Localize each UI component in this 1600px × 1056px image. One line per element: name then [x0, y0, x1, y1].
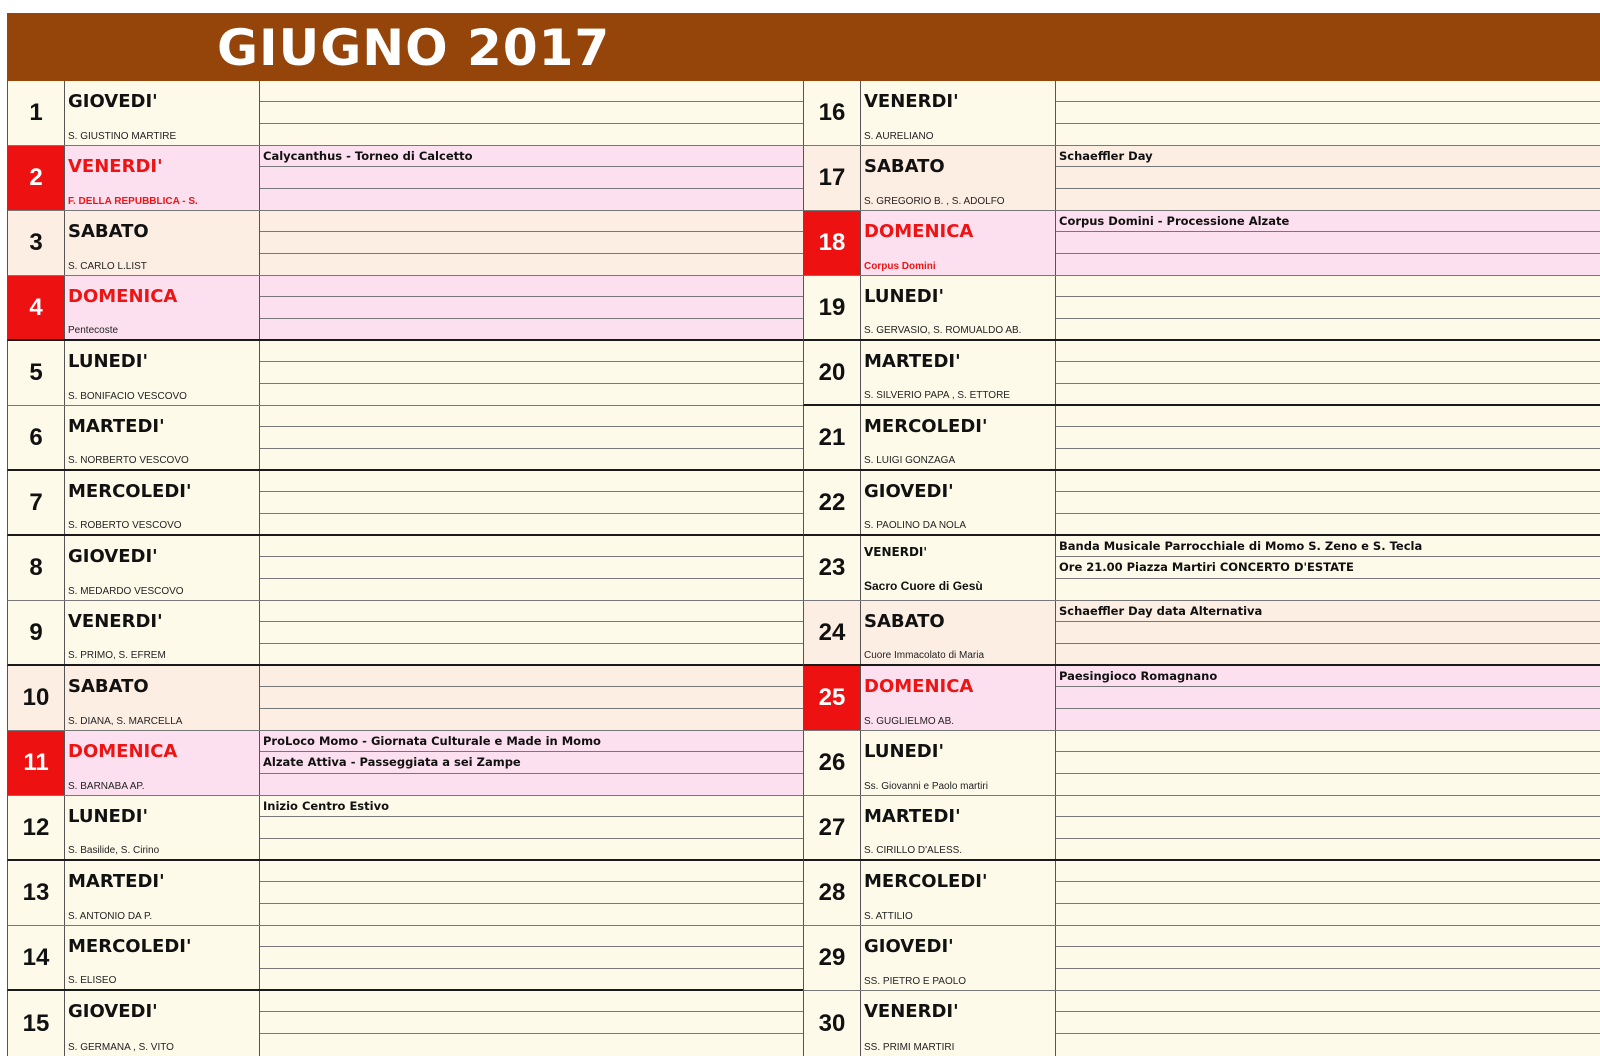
notes-area	[1055, 81, 1600, 145]
day-name: MERCOLEDI'	[864, 871, 988, 892]
notes-area	[259, 796, 803, 859]
day-row	[7, 926, 803, 991]
note-line[interactable]	[1056, 449, 1600, 470]
note-line[interactable]	[260, 1034, 803, 1055]
day-row	[803, 731, 1600, 796]
note-line[interactable]	[260, 341, 803, 362]
note-line[interactable]	[1056, 796, 1600, 817]
day-row	[803, 211, 1600, 276]
notes-area	[1055, 861, 1600, 925]
notes-area	[259, 341, 803, 405]
note-line[interactable]	[260, 969, 803, 990]
note-line[interactable]	[1056, 882, 1600, 903]
day-row	[7, 471, 803, 536]
note-line[interactable]	[1056, 666, 1600, 687]
day-row	[803, 471, 1600, 536]
day-number: 22	[804, 471, 861, 534]
day-name: MERCOLEDI'	[68, 936, 192, 957]
day-name: LUNEDI'	[864, 286, 944, 307]
note-line[interactable]	[260, 536, 803, 557]
note-line[interactable]	[1056, 839, 1600, 860]
note-line[interactable]	[1056, 514, 1600, 535]
saint-name: S. ELISEO	[68, 975, 117, 986]
note-line[interactable]	[260, 384, 803, 405]
note-line[interactable]	[1056, 232, 1600, 253]
notes-area	[259, 276, 803, 339]
notes-area	[259, 146, 803, 210]
day-name: MARTEDI'	[68, 871, 165, 892]
day-name: LUNEDI'	[68, 351, 148, 372]
day-number: 14	[8, 926, 65, 989]
day-name: SABATO	[68, 676, 149, 697]
notes-area	[259, 731, 803, 795]
note-line[interactable]	[1056, 471, 1600, 492]
saint-name: Cuore Immacolato di Maria	[864, 650, 985, 661]
days-column-right	[803, 81, 1600, 1056]
note-line[interactable]	[260, 666, 803, 687]
saint-name: S. GIUSTINO MARTIRE	[68, 131, 177, 142]
day-row	[803, 796, 1600, 861]
saint-name: S. GERMANA , S. VITO	[68, 1042, 174, 1053]
note-line[interactable]	[260, 189, 803, 210]
note-line[interactable]	[260, 362, 803, 383]
days-column-left	[7, 81, 803, 1056]
note-line[interactable]	[260, 514, 803, 535]
day-name: DOMENICA	[68, 741, 178, 762]
saint-name: F. DELLA REPUBBLICA - S.	[68, 196, 198, 207]
note-line[interactable]	[260, 211, 803, 232]
notes-area	[1055, 601, 1600, 664]
day-name: DOMENICA	[864, 221, 974, 242]
day-row	[803, 601, 1600, 666]
note-line[interactable]	[1056, 817, 1600, 838]
day-number: 11	[8, 731, 65, 795]
saint-name: S. ROBERTO VESCOVO	[68, 520, 182, 531]
note-line[interactable]	[1056, 861, 1600, 882]
day-number: 5	[8, 341, 65, 405]
day-number: 7	[8, 471, 65, 534]
day-row	[7, 666, 803, 731]
note-line[interactable]	[260, 297, 803, 318]
note-line[interactable]	[1056, 319, 1600, 340]
saint-name: S. CARLO L.LIST	[68, 261, 147, 272]
note-line[interactable]	[260, 471, 803, 492]
day-row	[803, 146, 1600, 211]
note-line[interactable]	[260, 601, 803, 622]
day-number: 27	[804, 796, 861, 859]
day-name: VENERDI'	[68, 156, 163, 177]
note-text: Calycanthus - Torneo di Calcetto	[263, 149, 473, 163]
saint-name: Sacro Cuore di Gesù	[864, 579, 983, 593]
note-line[interactable]	[1056, 276, 1600, 297]
note-text: Schaeffler Day data Alternativa	[1059, 604, 1263, 618]
day-row	[7, 146, 803, 211]
note-line[interactable]	[1056, 536, 1600, 557]
day-number: 23	[804, 536, 861, 600]
day-name: MERCOLEDI'	[68, 481, 192, 502]
notes-area	[1055, 276, 1600, 339]
note-line[interactable]	[1056, 297, 1600, 318]
note-line[interactable]	[1056, 557, 1600, 578]
saint-name: S. DIANA, S. MARCELLA	[68, 716, 183, 727]
notes-area	[1055, 731, 1600, 795]
day-number: 19	[804, 276, 861, 339]
day-number: 6	[8, 406, 65, 469]
notes-area	[1055, 406, 1600, 469]
day-number: 17	[804, 146, 861, 210]
note-line[interactable]	[1056, 731, 1600, 752]
note-line[interactable]	[260, 254, 803, 275]
day-name: MARTEDI'	[68, 416, 165, 437]
note-line[interactable]	[260, 731, 803, 752]
note-line[interactable]	[1056, 124, 1600, 145]
notes-area	[259, 471, 803, 534]
day-row	[7, 211, 803, 276]
notes-area	[1055, 536, 1600, 600]
day-name: MERCOLEDI'	[864, 416, 988, 437]
day-name: GIOVEDI'	[68, 1001, 158, 1022]
note-line[interactable]	[1056, 774, 1600, 795]
note-line[interactable]	[1056, 146, 1600, 167]
note-line[interactable]	[260, 644, 803, 665]
note-text: Alzate Attiva - Passeggiata a sei Zampe	[263, 755, 521, 770]
day-number: 10	[8, 666, 65, 730]
note-line[interactable]	[260, 947, 803, 968]
saint-name: S. PAOLINO DA NOLA	[864, 520, 967, 531]
day-row	[7, 601, 803, 666]
notes-area	[1055, 666, 1600, 730]
notes-area	[259, 991, 803, 1056]
page-title: GIUGNO 2017	[217, 19, 611, 77]
note-text: Inizio Centro Estivo	[263, 799, 389, 813]
note-text: Banda Musicale Parrocchiale di Momo S. Zeno e S. Tecla	[1059, 539, 1423, 553]
day-row	[803, 536, 1600, 601]
day-number: 2	[8, 146, 65, 210]
day-name: VENERDI'	[864, 545, 928, 559]
day-number: 3	[8, 211, 65, 275]
note-line[interactable]	[1056, 947, 1600, 968]
note-line[interactable]	[260, 926, 803, 947]
note-line[interactable]	[1056, 926, 1600, 947]
day-number: 15	[8, 991, 65, 1056]
saint-name: SS. PRIMI MARTIRI	[864, 1042, 955, 1053]
notes-area	[259, 926, 803, 989]
note-line[interactable]	[260, 904, 803, 925]
day-number: 16	[804, 81, 861, 145]
saint-name: S. GERVASIO, S. ROMUALDO AB.	[864, 325, 1022, 336]
saint-name: S. PRIMO, S. EFREM	[68, 650, 166, 661]
note-line[interactable]	[1056, 492, 1600, 513]
day-row	[803, 861, 1600, 926]
day-row	[7, 861, 803, 926]
day-row	[803, 276, 1600, 341]
note-line[interactable]	[260, 752, 803, 773]
day-row	[7, 81, 803, 146]
note-line[interactable]	[1056, 167, 1600, 188]
day-row	[7, 406, 803, 471]
note-line[interactable]	[260, 427, 803, 448]
day-number: 20	[804, 341, 861, 404]
day-name: VENERDI'	[864, 91, 959, 112]
day-name: DOMENICA	[68, 286, 178, 307]
day-row	[7, 536, 803, 601]
day-number: 12	[8, 796, 65, 859]
note-line[interactable]	[1056, 644, 1600, 665]
note-line[interactable]	[260, 146, 803, 167]
day-row	[803, 341, 1600, 406]
notes-area	[259, 861, 803, 925]
note-line[interactable]	[260, 557, 803, 578]
day-number: 25	[804, 666, 861, 730]
day-row	[7, 991, 803, 1056]
day-number: 26	[804, 731, 861, 795]
saint-name: S. CIRILLO D'ALESS.	[864, 845, 963, 856]
notes-area	[259, 406, 803, 469]
notes-area	[1055, 341, 1600, 404]
note-line[interactable]	[1056, 189, 1600, 210]
note-line[interactable]	[260, 406, 803, 427]
day-row	[803, 406, 1600, 471]
day-name: VENERDI'	[68, 611, 163, 632]
notes-area	[1055, 991, 1600, 1056]
day-row	[803, 81, 1600, 146]
note-line[interactable]	[1056, 427, 1600, 448]
note-line[interactable]	[1056, 254, 1600, 275]
notes-area	[1055, 796, 1600, 859]
note-line[interactable]	[1056, 904, 1600, 925]
saint-name: S. MEDARDO VESCOVO	[68, 586, 184, 597]
note-line[interactable]	[260, 1012, 803, 1033]
saint-name: S. SILVERIO PAPA , S. ETTORE	[864, 390, 1010, 401]
note-line[interactable]	[260, 81, 803, 102]
note-line[interactable]	[260, 492, 803, 513]
day-name: SABATO	[864, 611, 945, 632]
saint-name: S. GREGORIO B. , S. ADOLFO	[864, 196, 1005, 207]
saint-name: Corpus Domini	[864, 261, 936, 272]
note-line[interactable]	[1056, 81, 1600, 102]
note-line[interactable]	[260, 796, 803, 817]
day-row	[803, 926, 1600, 991]
day-number: 4	[8, 276, 65, 339]
day-number: 29	[804, 926, 861, 990]
saint-name: S. BARNABA AP.	[68, 781, 145, 792]
saint-name: S. LUIGI GONZAGA	[864, 455, 956, 466]
saint-name: S. NORBERTO VESCOVO	[68, 455, 189, 466]
note-line[interactable]	[1056, 601, 1600, 622]
saint-name: S. GUGLIELMO AB.	[864, 716, 955, 727]
note-line[interactable]	[1056, 969, 1600, 990]
day-name: SABATO	[864, 156, 945, 177]
calendar-header	[7, 13, 1600, 81]
saint-name: S. ANTONIO DA P.	[68, 911, 153, 922]
saint-name: S. Basilide, S. Cirino	[68, 845, 160, 856]
note-line[interactable]	[260, 817, 803, 838]
note-text: Corpus Domini - Processione Alzate	[1059, 214, 1290, 228]
day-name: GIOVEDI'	[864, 481, 954, 502]
note-line[interactable]	[260, 232, 803, 253]
note-text: Ore 21.00 Piazza Martiri CONCERTO D'ESTATE	[1059, 560, 1354, 575]
day-number: 21	[804, 406, 861, 469]
day-number: 18	[804, 211, 861, 275]
day-name: VENERDI'	[864, 1001, 959, 1022]
day-name: LUNEDI'	[68, 806, 148, 827]
day-name: LUNEDI'	[864, 741, 944, 762]
day-name: GIOVEDI'	[864, 936, 954, 957]
note-line[interactable]	[1056, 362, 1600, 383]
notes-area	[259, 211, 803, 275]
saint-name: SS. PIETRO E PAOLO	[864, 976, 967, 987]
note-line[interactable]	[260, 991, 803, 1012]
notes-area	[1055, 211, 1600, 275]
day-name: MARTEDI'	[864, 806, 961, 827]
day-name: GIOVEDI'	[68, 91, 158, 112]
notes-area	[259, 601, 803, 664]
day-row	[7, 731, 803, 796]
day-row	[7, 341, 803, 406]
day-name: SABATO	[68, 221, 149, 242]
note-line[interactable]	[260, 449, 803, 470]
note-line[interactable]	[1056, 406, 1600, 427]
day-row	[803, 666, 1600, 731]
notes-area	[259, 666, 803, 730]
day-number: 9	[8, 601, 65, 664]
day-number: 13	[8, 861, 65, 925]
notes-area	[259, 536, 803, 600]
note-line[interactable]	[1056, 991, 1600, 1012]
note-line[interactable]	[1056, 102, 1600, 123]
saint-name: S. ATTILIO	[864, 911, 913, 922]
note-line[interactable]	[260, 687, 803, 708]
day-row	[7, 796, 803, 861]
saint-name: Pentecoste	[68, 325, 119, 336]
note-line[interactable]	[260, 774, 803, 795]
note-line[interactable]	[1056, 579, 1600, 600]
day-number: 24	[804, 601, 861, 664]
day-number: 8	[8, 536, 65, 600]
notes-area	[1055, 146, 1600, 210]
note-line[interactable]	[1056, 709, 1600, 730]
note-line[interactable]	[260, 839, 803, 860]
note-line[interactable]	[1056, 1034, 1600, 1055]
day-name: DOMENICA	[864, 676, 974, 697]
day-number: 30	[804, 991, 861, 1056]
notes-area	[259, 81, 803, 145]
note-line[interactable]	[260, 622, 803, 643]
note-line[interactable]	[1056, 211, 1600, 232]
saint-name: S. BONIFACIO VESCOVO	[68, 391, 187, 402]
day-row	[7, 276, 803, 341]
day-name: GIOVEDI'	[68, 546, 158, 567]
note-line[interactable]	[260, 861, 803, 882]
note-line[interactable]	[1056, 1012, 1600, 1033]
notes-area	[1055, 471, 1600, 534]
day-number: 28	[804, 861, 861, 925]
note-line[interactable]	[260, 102, 803, 123]
note-text: Paesingioco Romagnano	[1059, 669, 1218, 683]
note-line[interactable]	[260, 319, 803, 340]
note-line[interactable]	[260, 579, 803, 600]
day-number: 1	[8, 81, 65, 145]
notes-area	[1055, 926, 1600, 990]
note-text: ProLoco Momo - Giornata Culturale e Made in Momo	[263, 734, 601, 748]
note-line[interactable]	[1056, 752, 1600, 773]
note-text: Schaeffler Day	[1059, 149, 1153, 163]
note-line[interactable]	[260, 882, 803, 903]
note-line[interactable]	[260, 167, 803, 188]
note-line[interactable]	[1056, 341, 1600, 362]
note-line[interactable]	[260, 276, 803, 297]
saint-name: Ss. Giovanni e Paolo martiri	[864, 781, 988, 792]
note-line[interactable]	[1056, 622, 1600, 643]
day-row	[803, 991, 1600, 1056]
note-line[interactable]	[260, 124, 803, 145]
day-name: MARTEDI'	[864, 351, 961, 372]
saint-name: S. AURELIANO	[864, 131, 934, 142]
note-line[interactable]	[1056, 687, 1600, 708]
note-line[interactable]	[1056, 384, 1600, 405]
note-line[interactable]	[260, 709, 803, 730]
